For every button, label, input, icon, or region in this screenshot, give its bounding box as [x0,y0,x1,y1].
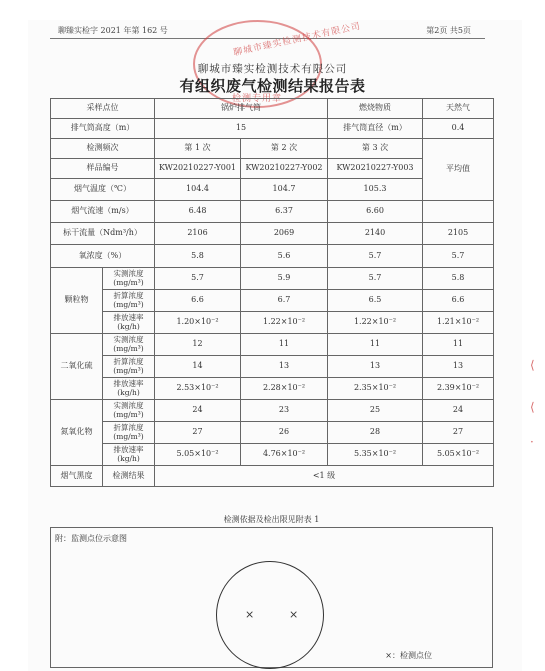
particulate-rate-3: 1.22×10⁻² [328,312,423,334]
gas-temp-label: 烟气温度（℃） [51,179,155,201]
nox-converted-2: 26 [241,422,328,444]
table-row [51,466,494,487]
table-row [51,290,494,312]
oxygen-avg: 5.7 [423,245,494,268]
sample-id-label: 样品编号 [51,159,155,179]
table-row [51,99,494,119]
measured-conc-label: 实测浓度 (mg/m³) [103,400,155,422]
so2-rate-1: 2.53×10⁻² [155,378,241,400]
particulate-converted-avg: 6.6 [423,290,494,312]
converted-conc-label: 折算浓度 (mg/m³) [103,356,155,378]
table-row [51,139,494,159]
nox-converted-1: 27 [155,422,241,444]
run-2-header: 第 2 次 [241,139,328,159]
measured-conc-label: 实测浓度 (mg/m³) [103,268,155,290]
table-row [51,334,494,356]
gas-temp-1: 104.4 [155,179,241,201]
std-flow-2: 2069 [241,223,328,245]
report-title: 有组织废气检测结果报告表 [179,77,366,95]
gas-velocity-3: 6.60 [328,201,423,223]
gas-velocity-2: 6.37 [241,201,328,223]
table-row [51,312,494,334]
particulate-measured-2: 5.9 [241,268,328,290]
so2-converted-2: 13 [241,356,328,378]
so2-measured-2: 11 [241,334,328,356]
method-note: 检测依据及检出限见附表 1 [223,515,320,524]
table-row [51,444,494,466]
frequency-label: 检测频次 [51,139,155,159]
so2-measured-avg: 11 [423,334,494,356]
table-row [51,245,494,268]
nox-measured-3: 25 [328,400,423,422]
converted-conc-label: 折算浓度 (mg/m³) [103,422,155,444]
doc-number: 聊臻实检字 2021 年第 162 号 [58,26,168,35]
nox-measured-1: 24 [155,400,241,422]
particulate-converted-3: 6.5 [328,290,423,312]
stack-cross-section [216,561,324,669]
blackness-value: <1 级 [155,466,494,487]
emission-rate-label: 排放速率 (kg/h) [103,444,155,466]
particulate-label: 颗粒物 [51,268,103,334]
gas-velocity-label: 烟气流速（m/s） [51,201,155,223]
stack-height-value: 15 [155,119,328,139]
nox-rate-1: 5.05×10⁻² [155,444,241,466]
gas-temp-3: 105.3 [328,179,423,201]
seal-arc-text: 聊城市臻实检测技术有限公司 [232,21,362,59]
sampling-location-label: 采样点位 [51,99,155,119]
particulate-rate-avg: 1.21×10⁻² [423,312,494,334]
fuel-label: 燃烧物质 [328,99,423,119]
so2-converted-avg: 13 [423,356,494,378]
nox-converted-3: 28 [328,422,423,444]
sampling-point-marker: × [289,608,299,621]
sampling-location-value: 锅炉排气筒 [155,99,328,119]
particulate-measured-1: 5.7 [155,268,241,290]
sampling-point-marker: × [245,608,255,621]
nox-converted-avg: 27 [423,422,494,444]
particulate-converted-1: 6.6 [155,290,241,312]
oxygen-1: 5.8 [155,245,241,268]
std-flow-label: 标干流量（Ndm³/h） [51,223,155,245]
so2-converted-1: 14 [155,356,241,378]
table-row [51,201,494,223]
gas-temp-2: 104.7 [241,179,328,201]
table-row [51,400,494,422]
particulate-rate-2: 1.22×10⁻² [241,312,328,334]
particulate-measured-3: 5.7 [328,268,423,290]
run-3-header: 第 3 次 [328,139,423,159]
diagram-title: 附：监测点位示意图 [55,534,127,543]
seal-text: 检测专用章 [232,94,283,104]
table-row [51,422,494,444]
table-row [51,378,494,400]
std-flow-avg: 2105 [423,223,494,245]
monitoring-diagram [50,527,493,668]
so2-label: 二氧化硫 [51,334,103,400]
nox-rate-avg: 5.05×10⁻² [423,444,494,466]
particulate-rate-1: 1.20×10⁻² [155,312,241,334]
oxygen-3: 5.7 [328,245,423,268]
company-name: 聊城市臻实检测技术有限公司 [197,63,348,75]
seal-fragment-mark: ⟨ [530,400,535,414]
empty-cell [423,201,494,223]
seal-fragment-mark: ⟨ [530,358,535,372]
so2-rate-2: 2.28×10⁻² [241,378,328,400]
results-table [50,98,494,487]
gas-velocity-1: 6.48 [155,201,241,223]
measured-conc-label: 实测浓度 (mg/m³) [103,334,155,356]
seal-fragment-mark: · [530,435,534,449]
nox-rate-2: 4.76×10⁻² [241,444,328,466]
nox-label: 氮氧化物 [51,400,103,466]
emission-rate-label: 排放速率 (kg/h) [103,312,155,334]
stack-diameter-value: 0.4 [423,119,494,139]
converted-conc-label: 折算浓度 (mg/m³) [103,290,155,312]
std-flow-1: 2106 [155,223,241,245]
particulate-measured-avg: 5.8 [423,268,494,290]
stack-diameter-label: 排气筒直径（m） [328,119,423,139]
sample-id-2: KW20210227-Y002 [241,159,328,179]
nox-measured-2: 23 [241,400,328,422]
table-row [51,119,494,139]
so2-measured-1: 12 [155,334,241,356]
so2-measured-3: 11 [328,334,423,356]
stack-height-label: 排气筒高度（m） [51,119,155,139]
std-flow-3: 2140 [328,223,423,245]
emission-rate-label: 排放速率 (kg/h) [103,378,155,400]
blackness-result-label: 检测结果 [103,466,155,487]
average-header: 平均值 [423,139,494,201]
particulate-converted-2: 6.7 [241,290,328,312]
oxygen-2: 5.6 [241,245,328,268]
page-info: 第2页 共5页 [426,26,471,35]
sample-id-1: KW20210227-Y001 [155,159,241,179]
blackness-label: 烟气黑度 [51,466,103,487]
table-row [51,356,494,378]
so2-rate-avg: 2.39×10⁻² [423,378,494,400]
fuel-value: 天然气 [423,99,494,119]
diagram-legend: ×：检测点位 [385,651,432,660]
nox-rate-3: 5.35×10⁻² [328,444,423,466]
so2-converted-3: 13 [328,356,423,378]
run-1-header: 第 1 次 [155,139,241,159]
so2-rate-3: 2.35×10⁻² [328,378,423,400]
table-row [51,268,494,290]
oxygen-label: 氧浓度（%） [51,245,155,268]
sample-id-3: KW20210227-Y003 [328,159,423,179]
nox-measured-avg: 24 [423,400,494,422]
table-row [51,223,494,245]
